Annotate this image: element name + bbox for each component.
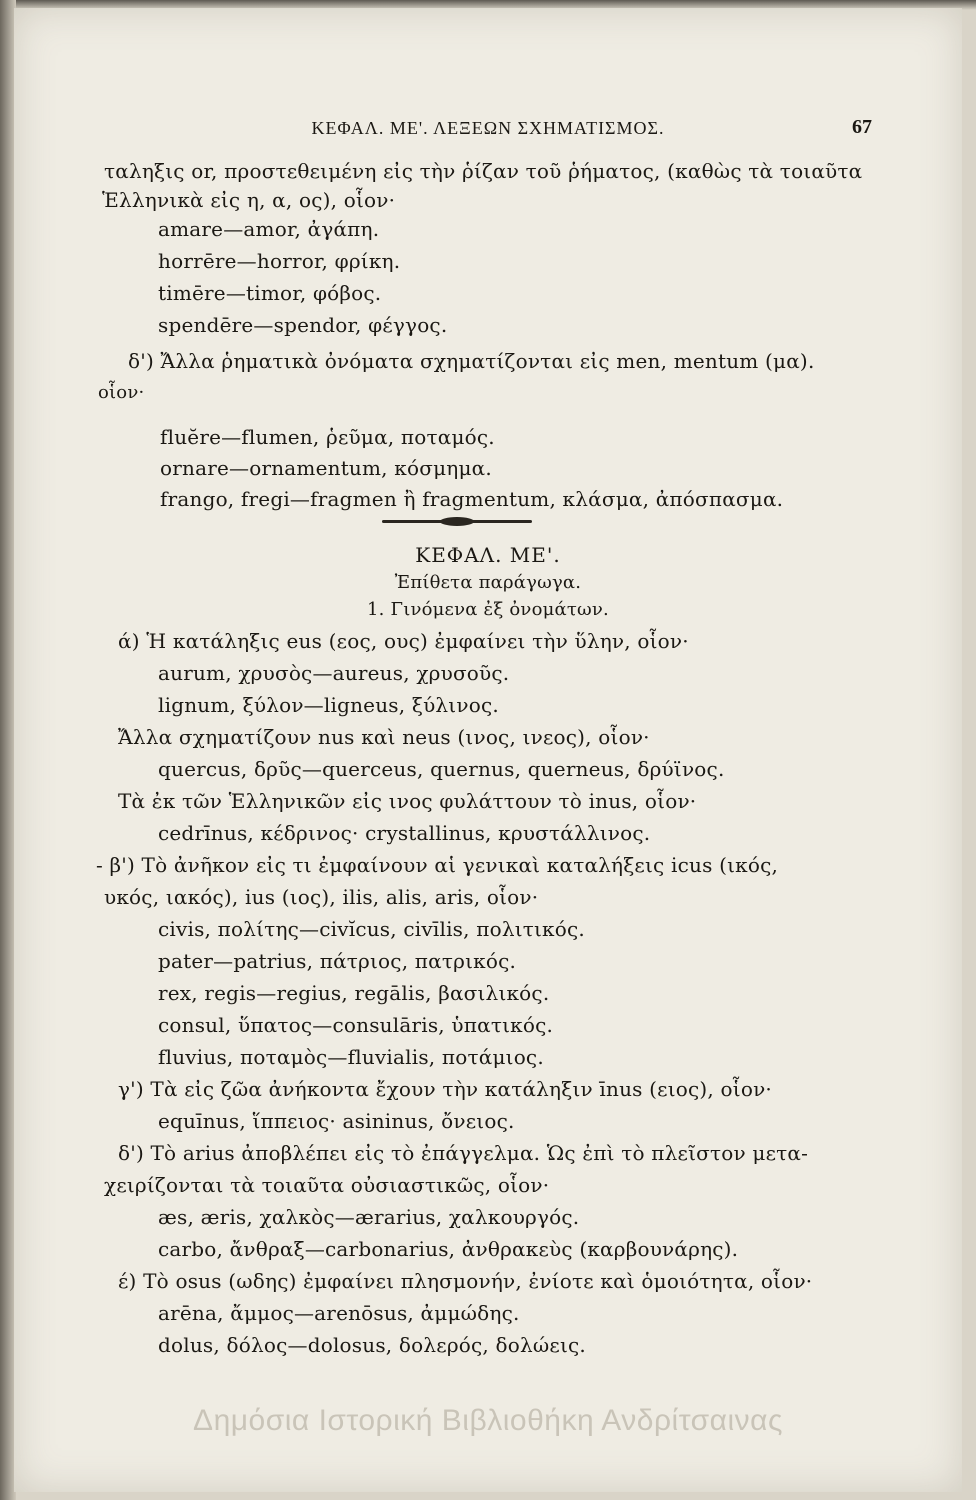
text-line: fluvius, ποταμὸς—fluvialis, ποτάμιος. [158, 1045, 544, 1069]
text-line: consul, ὕπατος—consulāris, ὑπατικός. [158, 1013, 554, 1037]
text-line: fluĕre—flumen, ῥεῦμα, ποταμός. [160, 425, 495, 449]
text-line: aurum, χρυσὸς—aureus, χρυσοῦς. [158, 661, 510, 685]
text-line: carbo, ἄνθραξ—carbonarius, ἀνθρακεὺς (καρβουνάρης). [158, 1237, 739, 1261]
text-line: οἷον· [98, 382, 145, 403]
text-line: rex, regis—regius, regālis, βασιλικός. [158, 981, 550, 1005]
text-line: έ) Τὸ osus (ωδης) ἐμφαίνει πλησμονήν, ἐνίοτε καὶ ὁμοιότητα, οἷον· [118, 1269, 813, 1293]
text-line: cedrīnus, κέδρινος· crystallinus, κρυστάλλινος. [158, 821, 651, 845]
section-heading: 1. Γινόμενα ἐξ ὀνομάτων. [367, 599, 609, 620]
text-line: Ἄλλα σχηματίζουν nus καὶ neus (ινος, ινεος), οἷον· [118, 725, 650, 749]
text-line: quercus, δρῦς—querceus, quernus, querneus, δρύϊνος. [158, 757, 725, 781]
ornamental-rule [382, 520, 532, 523]
text-line: timēre—timor, φόβος. [158, 281, 382, 305]
text-line: equīnus, ἵππειος· asininus, ὄνειος. [158, 1109, 515, 1133]
running-title: ΚΕΦΑΛ. ΜΕ'. ΛΕΞΕΩΝ ΣΧΗΜΑΤΙΣΜΟΣ. [311, 118, 665, 138]
text-line: ά) Ἡ κατάληξις eus (εος, ους) ἐμφαίνει τὴν ὕλην, οἷον· [118, 629, 689, 653]
chapter-title: ΚΕΦΑΛ. ΜΕ'. [415, 543, 561, 567]
text-line: civis, πολίτης—civĭcus, civīlis, πολιτικός. [158, 917, 585, 941]
text-line: χειρίζονται τὰ τοιαῦτα οὐσιαστικῶς, οἷον· [104, 1173, 550, 1197]
page-number: 67 [852, 116, 872, 138]
text-line: arēna, ἄμμος—arenōsus, ἀμμώδης. [158, 1301, 520, 1325]
text-line: spendēre—spendor, φέγγος. [158, 313, 448, 337]
text-line: æs, æris, χαλκὸς—ærarius, χαλκουργός. [158, 1205, 580, 1229]
text-line: Ἑλληνικὰ εἰς η, α, ος), οἷον· [102, 188, 396, 212]
text-line: δ') Τὸ arius ἀποβλέπει εἰς τὸ ἐπάγγελμα. Ὡς ἐπὶ τὸ πλεῖστον μετα- [118, 1141, 809, 1165]
text-line: δ') Ἄλλα ῥηματικὰ ὀνόματα σχηματίζονται εἰς men, mentum (μα). [128, 349, 815, 373]
text-line: ταληξις or, προστεθειμένη εἰς τὴν ῥίζαν τοῦ ῥήματος, (καθὼς τὰ τοιαῦτα [104, 159, 863, 183]
text-line: Τὰ ἐκ τῶν Ἑλληνικῶν εἰς ινος φυλάττουν τὸ inus, οἷον· [118, 789, 697, 813]
chapter-subtitle: Ἐπίθετα παράγωγα. [394, 572, 582, 593]
text-line: horrēre—horror, φρίκη. [158, 249, 401, 273]
text-line: frango, fregi—fragmen ἢ fragmentum, κλάσμα, ἀπόσπασμα. [160, 487, 784, 511]
library-watermark: Δημόσια Ιστορική Βιβλιοθήκη Ανδρίτσαινας [193, 1404, 783, 1437]
text-line: amare—amor, ἀγάπη. [158, 217, 380, 241]
text-line: dolus, δόλος—dolosus, δολερός, δολώεις. [158, 1333, 586, 1357]
text-line: lignum, ξύλον—ligneus, ξύλινος. [158, 693, 499, 717]
text-line: γ') Τὰ εἰς ζῶα ἀνήκοντα ἔχουν τὴν κατάληξιν īnus (ειος), οἷον· [118, 1077, 772, 1101]
text-line: ornare—ornamentum, κόσμημα. [160, 456, 492, 480]
text-line: pater—patrius, πάτριος, πατρικός. [158, 949, 517, 973]
text-line: υκός, ιακός), ius (ιος), ilis, alis, aris, οἷον· [104, 885, 539, 909]
text-line: - β') Τὸ ἀνῆκον εἰς τι ἐμφαίνουν αἱ γενικαὶ καταλήξεις icus (ικός, [96, 853, 779, 877]
